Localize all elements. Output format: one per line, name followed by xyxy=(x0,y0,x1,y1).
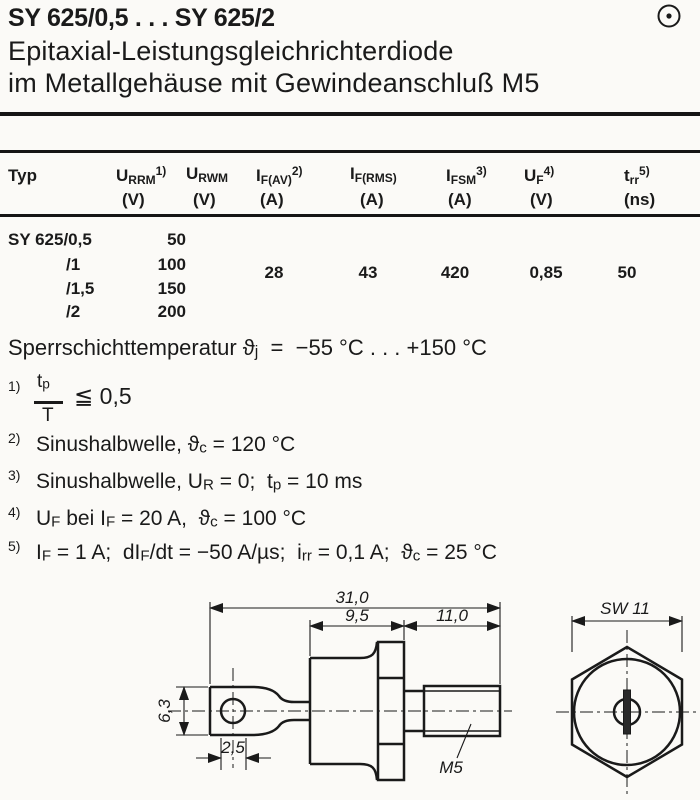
col-header-typ: Typ xyxy=(8,166,37,185)
table-row-typ: SY 625/0,5 xyxy=(8,230,92,249)
rule-table-top xyxy=(0,150,700,153)
unit-ifrms: (A) xyxy=(360,190,384,209)
tab-end-slot xyxy=(624,690,631,734)
unit-uf: (V) xyxy=(530,190,553,209)
footnote-2-marker: 2) xyxy=(8,430,21,446)
fraction-bar xyxy=(34,401,63,404)
unit-ifsm: (A) xyxy=(448,190,472,209)
table-cell-trr-shared: 50 xyxy=(617,263,637,282)
body-bottom-edge xyxy=(310,764,377,780)
dim-label-tab-height: 6,3 xyxy=(155,699,174,723)
dim-label-overall: 31,0 xyxy=(335,588,369,607)
footnote-1-marker: 1) xyxy=(8,378,21,394)
body-top-edge xyxy=(310,642,377,658)
rule-header-bottom xyxy=(0,214,700,217)
table-row-typ: /1 xyxy=(66,255,81,274)
unit-trr: (ns) xyxy=(624,190,656,209)
col-header-ifav: IF(AV)$^{2)}$ xyxy=(256,164,303,187)
col-header-ifrms: IF(RMS) xyxy=(350,164,397,185)
wrench-size-label: SW 11 xyxy=(600,599,650,618)
footnote-1-numerator: tp xyxy=(37,371,50,392)
thread-size-label: M5 xyxy=(439,758,463,777)
drawing-labels xyxy=(155,588,650,777)
footnote-1-denominator: T xyxy=(42,405,54,426)
dim-label-hole: 2,5 xyxy=(221,738,245,757)
tab-bottom-edge xyxy=(210,720,310,735)
table-cell-urrm: 50 xyxy=(167,230,186,249)
unit-ifav: (A) xyxy=(260,190,284,209)
table-row-typ: /1,5 xyxy=(66,279,95,298)
table-cell-urrm: 150 xyxy=(157,279,186,298)
page-title: SY 625/0,5 . . . SY 625/2 xyxy=(8,4,275,32)
col-header-trr: trr$^{5)}$ xyxy=(624,164,650,187)
table-cell-urrm: 100 xyxy=(157,255,186,274)
col-header-uf: UF$^{4)}$ xyxy=(524,164,555,187)
footnote-4-marker: 4) xyxy=(8,504,21,520)
col-header-urwm: URWM xyxy=(186,164,229,185)
footnote-3-marker: 3) xyxy=(8,467,21,483)
unit-urrm: (V) xyxy=(122,190,145,209)
table-row-typ: /2 xyxy=(66,302,81,321)
footnote-5-marker: 5) xyxy=(8,538,21,554)
footnote-2: 2) Sinushalbwelle, ϑc = 120 °C xyxy=(8,430,296,457)
footnote-4: 4) UF bei IF = 20 A, ϑc = 100 °C xyxy=(8,504,307,531)
dim-label-thread-length: 11,0 xyxy=(436,606,468,625)
tab-top-edge xyxy=(210,687,310,702)
subtitle-line1: Epitaxial-Leistungsgleichrichterdiode xyxy=(8,36,454,66)
unit-urwm: (V) xyxy=(193,190,216,209)
table-cell-ifav-shared: 28 xyxy=(264,263,284,282)
dim-label-body: 9,5 xyxy=(345,606,369,625)
table-cell-uf-shared: 0,85 xyxy=(529,263,563,282)
footnote-5: 5) IF = 1 A; dIF/dt = −50 A/µs; irr = 0,1 A; ϑc = 25 °C xyxy=(8,538,497,565)
table-cell-urrm: 200 xyxy=(157,302,186,321)
rule-top xyxy=(0,112,700,116)
junction-temperature-line: Sperrschichttemperatur ϑj = −55 °C . . . +150 °C xyxy=(8,335,487,361)
subtitle-line2: im Metallgehäuse mit Gewindeanschluß M5 xyxy=(8,68,540,98)
center-lines xyxy=(168,630,698,794)
m5-leader-line xyxy=(457,724,471,758)
footnote-3: 3) Sinushalbwelle, UR = 0; tp = 10 ms xyxy=(8,467,363,494)
col-header-ifsm: IFSM$^{3)}$ xyxy=(446,164,487,187)
package-outline-drawing xyxy=(0,572,700,800)
table-cell-ifsm-shared: 420 xyxy=(440,263,470,282)
footnote-1-condition: ≦ 0,5 xyxy=(74,383,132,409)
table-cell-ifrms-shared: 43 xyxy=(358,263,378,282)
col-header-urrm: URRM$^{1)}$ xyxy=(116,164,167,187)
circle-dot-icon xyxy=(655,2,683,30)
